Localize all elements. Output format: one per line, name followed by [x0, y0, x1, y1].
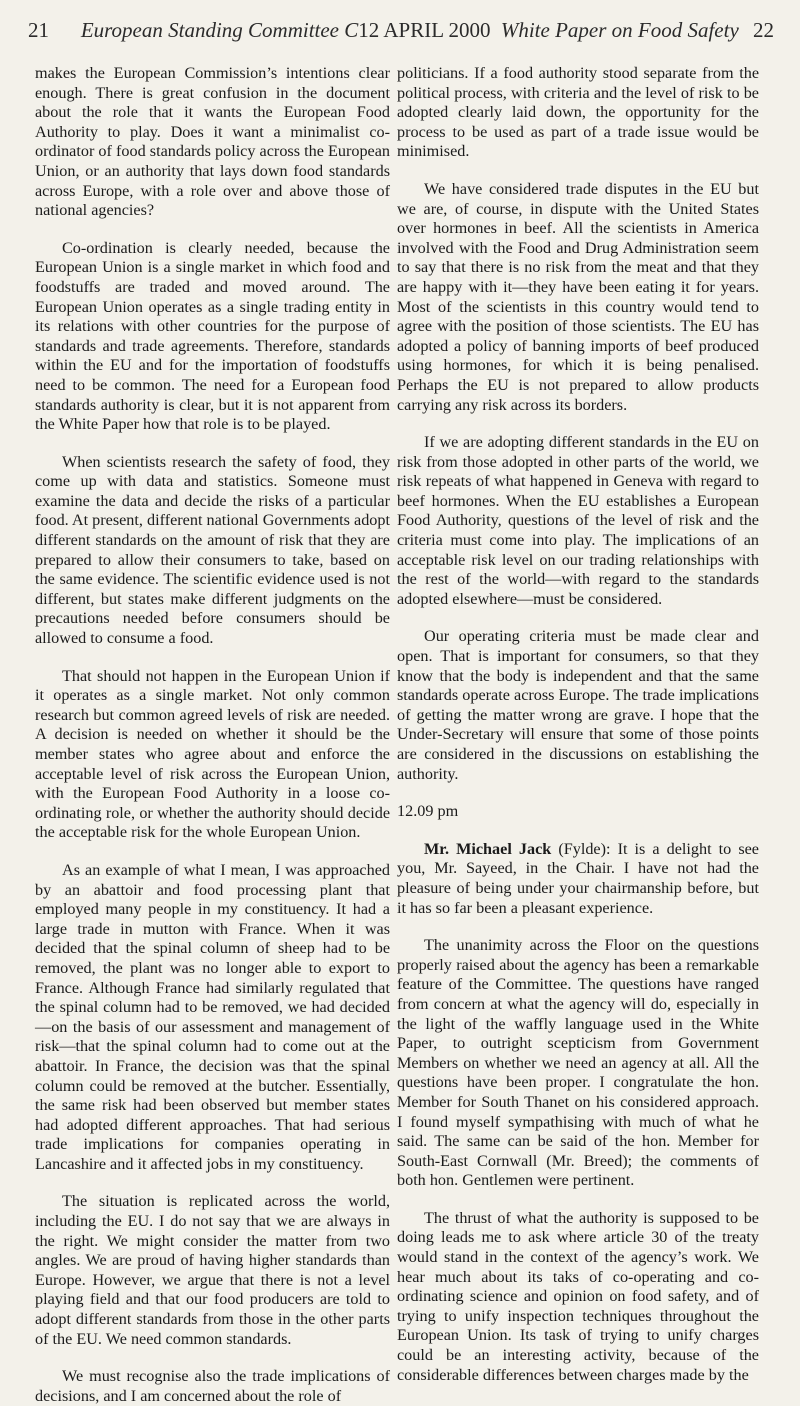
paragraph: The unanimity across the Floor on the questions properly raised about the agency has been a remarkable feature of the Committee. The questions have ranged from concern at what the agency will do, especially in the light of the waffly language used in the White Paper, to outright scepticism from Government Members on whether we need an agency at all. All the questions have been proper. I congratulate the hon. Member for South Thanet on his considered approach. I found myself sympathising with much of what he said. The same can be said of the hon. Member for South-East Cornwall (Mr. Breed); the comments of both hon. Gentlemen were pertinent.	[397, 936, 759, 1190]
committee-name: European Standing Committee C	[80, 18, 359, 42]
speaker-paragraph	[397, 840, 759, 918]
paragraph: The situation is replicated across the world, including the EU. I do not say that we are always in the right. We might consider the matter from two angles. We are proud of having higher standards than Europe. However, we argue that there is not a level playing field and that our food producers are told to adopt different standards from those in the other parts of the EU. We need common standards.	[35, 1192, 390, 1348]
page-number-right: 22	[753, 18, 774, 42]
speaker-name: Mr. Michael Jack	[424, 839, 552, 858]
paragraph: If we are adopting different standards in the EU on risk from those adopted in other parts of the world, we risk repeats of what happened in Geneva with regard to beef hormones. When the EU establishes a European Food Authority, questions of the level of risk and the criteria must come into play. The implications of an acceptable risk level on our trading relationships with the rest of the world—with regard to the standards adopted elsewhere—must be considered.	[397, 433, 759, 608]
paragraph: The thrust of what the authority is supposed to be doing leads me to ask where article 30 of the treaty would stand in the context of the agency’s work. We hear much about its taks of co-operating and co-ordinating science and opinion on food safety, and of trying to unify inspection techniques throughout the European Union. Its task of trying to unify charges could be an interesting activity, because of the considerable differences between charges made by the	[397, 1208, 759, 1384]
paragraph: politicians. If a food authority stood separate from the political process, with criteria and the level of risk to be adopted clearly laid down, the opportunity for the process to be used as part of a trade issue would be minimised.	[397, 64, 759, 161]
sitting-date: 12 APRIL 2000	[358, 18, 491, 42]
paragraph: Co-ordination is clearly needed, because the European Union is a single market in which food and foodstuffs are traded and moved around. The European Union operates as a single trading entity in its relations with other countries for the purpose of standards and trade agreements. Therefore, standards within the EU and for the importation of foodstuffs need to be common. The need for a European food standards authority is clear, but it is not apparent from the White Paper how that role is to be played.	[35, 238, 390, 434]
paragraph: That should not happen in the European Union if it operates as a single market. Not only common research but common agreed levels of risk are needed. A decision is needed on whether it should be the member states who agree about and enforce the acceptable level of risk across the European Union, with the European Food Authority in a loose co-ordinating role, or whether the authority should decide the acceptable risk for the whole European Union.	[35, 666, 390, 842]
paragraph: When scientists research the safety of food, they come up with data and statistics. Someone must examine the data and decide the risks of a particular food. At present, different national Governments adopt different standards on the amount of risk that they are prepared to allow their consumers to take, based on the same evidence. The scientific evidence used is not different, but states make different judgments on the precautions needed before consumers should be allowed to consume a food.	[35, 452, 390, 648]
paragraph: We have considered trade disputes in the EU but we are, of course, in dispute with the United States over hormones in beef. All the scientists in America involved with the Food and Drug Administration seem to say that there is no risk from the meat and that they are happy with it—they have been eating it for years. Most of the scientists in this country would tend to agree with the position of those scientists. The EU has adopted a policy of banning imports of beef produced using hormones, for which it is being penalised. Perhaps the EU is not prepared to allow products carrying any risk across its borders.	[397, 179, 759, 414]
page-header	[0, 0, 800, 48]
debate-title: White Paper on Food Safety	[500, 18, 739, 42]
timestamp: 12.09 pm	[397, 802, 459, 821]
right-column	[397, 64, 759, 1384]
left-column	[35, 64, 390, 1405]
page-number-left: 21	[28, 18, 49, 42]
paragraph: makes the European Commission’s intentions clear enough. There is great confusion in the document about the role that it wants the European Food Authority to play. Does it want a minimalist co-ordinator of food standards policy across the European Union, or an authority that lays down food standards across Europe, with a role over and above those of national agencies?	[35, 64, 390, 220]
paragraph: Our operating criteria must be made clear and open. That is important for consumers, so that they know that the body is independent and that the same standards operate across Europe. The trade implications of getting the matter wrong are grave. I hope that the Under-Secretary will ensure that some of those points are considered in the discussions on establishing the authority.	[397, 627, 759, 783]
paragraph: As an example of what I mean, I was approached by an abattoir and food processing plant that employed many people in my constituency. It had a large trade in mutton with France. When it was decided that the spinal column of sheep had to be removed, the plant was no longer able to export to France. Although France had similarly regulated that the spinal column had to be removed, we had decided—on the basis of our assessment and management of risk—that the spinal column had to come out at the abattoir. In France, the decision was that the spinal column could be removed at the butcher. Essentially, the same risk had been observed but member states had adopted different approaches. That had serious trade implications for companies operating in Lancashire and it affected jobs in my constituency.	[35, 860, 390, 1173]
paragraph: We must recognise also the trade implications of decisions, and I am concerned about the role of	[35, 1367, 390, 1405]
speech-text: (Fylde): It is a delight to see you, Mr. Sayeed, in the Chair. I have not had the pleasure of being under your chairmanship before, but it has so far been a pleasant experience.	[397, 839, 759, 917]
